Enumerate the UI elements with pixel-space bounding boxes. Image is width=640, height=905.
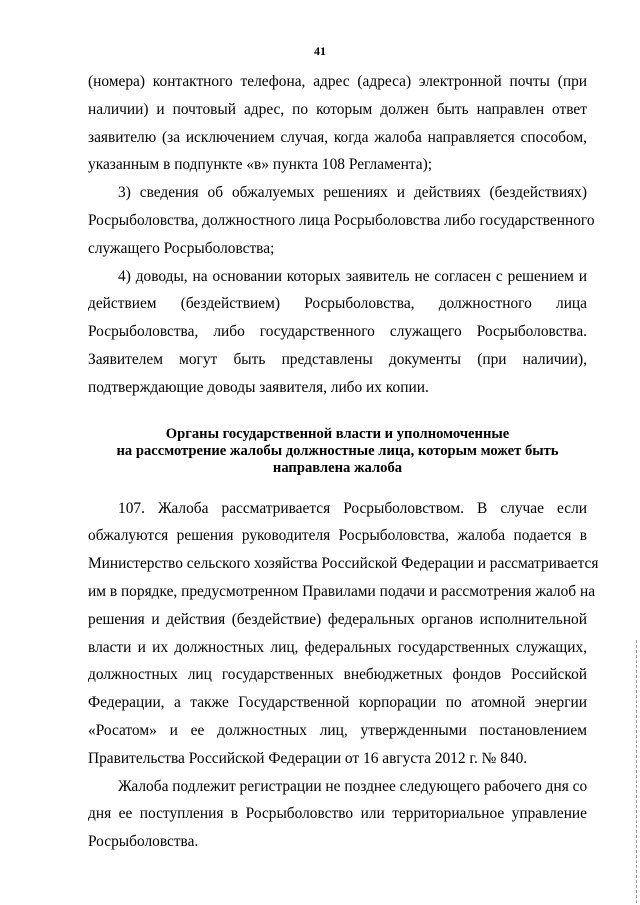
text-line: Росрыболовства, должностного лица Росрыболовства либо государственного <box>88 211 595 229</box>
scan-edge-artifact <box>636 640 637 905</box>
paragraph-item-4 <box>88 263 587 402</box>
text-line: власти и их должностных лиц, федеральных государственных служащих, <box>88 638 587 656</box>
text-line: Росрыболовства, либо государственного служащего Росрыболовства. <box>88 323 587 341</box>
text-line: указанным в подпункте «в» пункта 108 Регламента); <box>88 156 433 174</box>
page-number: 41 <box>314 44 326 58</box>
text-line: действием (бездействием) Росрыболовства, должностного лица <box>88 295 587 313</box>
text-line: заявителю (за исключением случая, когда жалоба направляется способом, <box>88 128 587 146</box>
text-line: Жалоба подлежит регистрации не позднее следующего рабочего дня со <box>118 777 588 795</box>
text-line: Росрыболовства. <box>88 833 199 851</box>
text-line: дня ее поступления в Росрыболовство или территориальное управление <box>88 805 587 823</box>
text-line: наличии) и почтовый адрес, по которым должен быть направлен ответ <box>88 100 587 118</box>
text-line: Федерации, а также Государственной корпорации по атомной энергии <box>88 694 587 712</box>
text-line: им в порядке, предусмотренном Правилами подачи и рассмотрения жалоб на <box>88 582 596 600</box>
text-line: Правительства Российской Федерации от 16 августа 2012 г. № 840. <box>88 749 528 767</box>
paragraph-item-3 <box>88 179 595 262</box>
paragraph-107 <box>88 495 599 773</box>
text-line: «Росатом» и ее должностных лиц, утвержденными постановлением <box>88 721 587 739</box>
heading-line: на рассмотрение жалобы должностные лица, которым может быть <box>116 442 559 459</box>
text-line: должностных лиц государственных внебюджетных фондов Российской <box>88 666 587 684</box>
text-line: служащего Росрыболовства; <box>88 239 275 257</box>
text-line: 4) доводы, на основании которых заявитель не согласен с решением и <box>118 267 587 285</box>
heading-line: Органы государственной власти и уполномоченные <box>165 425 510 442</box>
text-line: решения и действия (бездействие) федеральных органов исполнительной <box>88 610 587 628</box>
paragraph-contact-details <box>88 68 587 179</box>
text-line: Заявителем могут быть представлены документы (при наличии), <box>88 350 587 368</box>
text-line: 107. Жалоба рассматривается Росрыболовством. В случае если <box>118 499 587 517</box>
heading-line: направлена жалоба <box>272 459 403 476</box>
text-line: подтверждающие доводы заявителя, либо их копии. <box>88 378 429 396</box>
section-heading <box>88 426 587 477</box>
text-line: обжалуются решения руководителя Росрыболовства, жалоба подается в <box>88 527 587 545</box>
text-line: Министерство сельского хозяйства Российской Федерации и рассматривается <box>88 555 599 573</box>
text-line: 3) сведения об обжалуемых решениях и действиях (бездействиях) <box>118 184 587 202</box>
document-body <box>88 68 599 856</box>
paragraph-registration <box>88 773 587 856</box>
text-line: (номера) контактного телефона, адрес (адреса) электронной почты (при <box>88 73 587 90</box>
